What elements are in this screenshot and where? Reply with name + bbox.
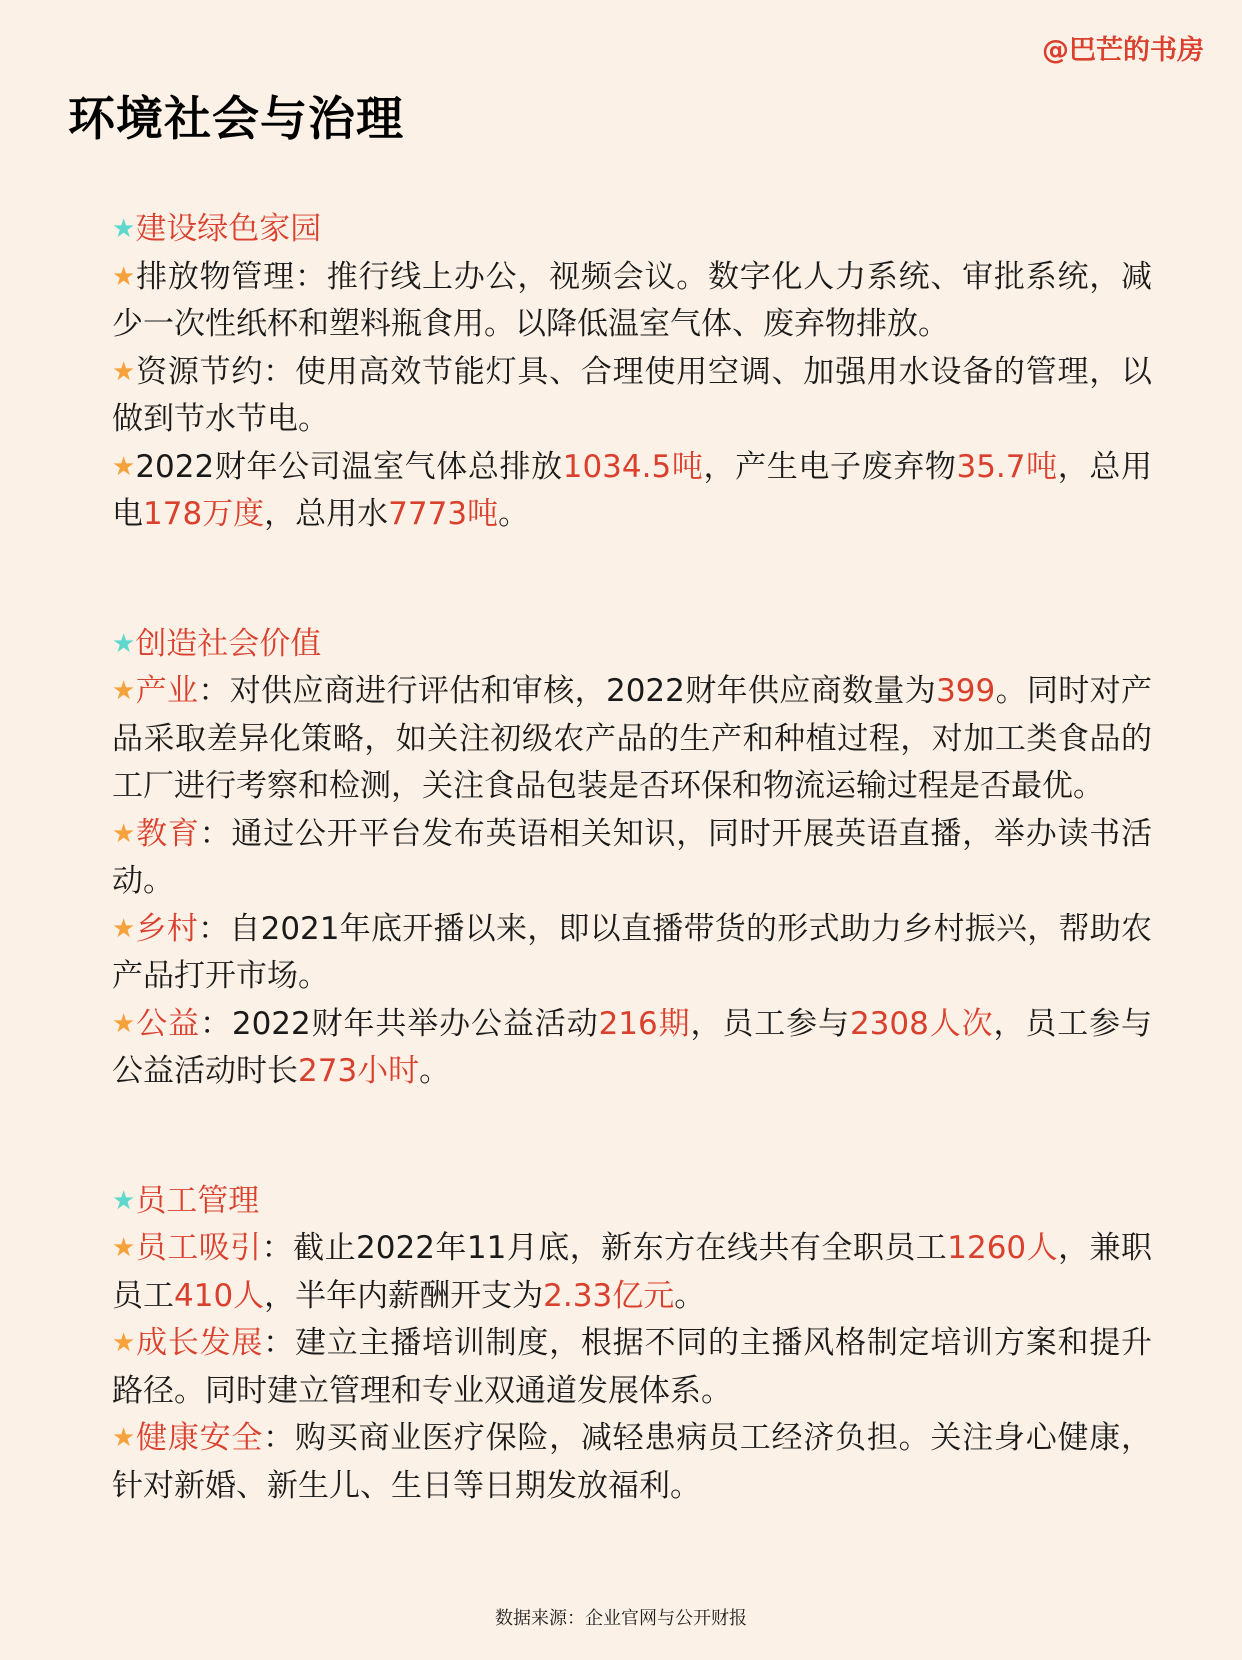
highlight-value: 273小时 — [298, 1053, 420, 1089]
item-text: 2022财年公司温室气体总排放 — [135, 448, 563, 485]
item-separator: ： — [263, 1420, 295, 1456]
star-icon: ★ — [112, 818, 136, 849]
star-icon: ★ — [112, 214, 136, 244]
section-green-home — [112, 206, 1152, 539]
item-separator: ： — [199, 815, 232, 852]
highlight-value: 2.33亿元 — [543, 1277, 675, 1314]
item-label: 健康安全 — [135, 1420, 264, 1456]
item-separator: ： — [261, 1230, 294, 1266]
item-label: 公益 — [135, 1005, 200, 1042]
item-separator: ： — [263, 353, 295, 390]
list-item — [112, 1001, 1152, 1096]
item-label: 产业 — [135, 673, 199, 709]
item-text: ，总用水 — [264, 496, 389, 532]
highlight-value: 178万度 — [143, 496, 265, 532]
highlight-value: 1260人 — [947, 1230, 1059, 1266]
item-text: 。 — [498, 496, 530, 532]
item-text: 购买商业医疗保险，减轻患病员工经济负担。关注身心健康，针对新婚、新生儿、生日等日期发放福利。 — [112, 1420, 1153, 1504]
star-icon: ★ — [112, 676, 136, 706]
star-icon: ★ — [112, 1008, 136, 1039]
highlight-value: 399 — [936, 673, 996, 709]
item-text: ，员工参与公益活动时长 — [112, 1005, 1153, 1089]
section-employee-management — [112, 1178, 1152, 1511]
star-icon: ★ — [112, 913, 136, 944]
item-text: 截止2022年11月底，新东方在线共有全职员工 — [293, 1230, 948, 1266]
section-heading — [112, 621, 1152, 669]
item-text: 通过公开平台发布英语相关知识，同时开展英语直播，举办读书活动。 — [112, 815, 1153, 899]
list-item — [112, 1320, 1152, 1415]
item-separator: ： — [199, 1005, 232, 1042]
list-item — [112, 1415, 1152, 1510]
section-heading — [112, 206, 1152, 254]
star-icon: ★ — [112, 628, 136, 659]
section-heading-text: 建设绿色家园 — [135, 211, 322, 247]
section-heading-text: 员工管理 — [135, 1182, 260, 1219]
item-text: 。 — [419, 1053, 451, 1089]
item-label: 排放物管理 — [135, 258, 295, 295]
item-text: ，兼职员工 — [112, 1230, 1153, 1314]
item-text: 对供应商进行评估和审核，2022财年供应商数量为 — [229, 673, 937, 709]
section-social-value — [112, 621, 1152, 1096]
highlight-value: 216期 — [598, 1005, 691, 1042]
content-body — [112, 206, 1152, 1510]
item-text: 自2021年底开播以来，即以直播带货的形式助力乡村振兴，帮助农产品打开市场。 — [112, 910, 1153, 994]
list-item — [112, 811, 1152, 906]
star-icon: ★ — [112, 261, 136, 292]
item-text: 建立主播培训制度，根据不同的主播风格制定培训方案和提升路径。同时建立管理和专业双通道发展体系。 — [112, 1325, 1153, 1409]
star-icon: ★ — [112, 1423, 136, 1453]
highlight-value: 2308人次 — [849, 1005, 994, 1042]
star-icon: ★ — [112, 356, 136, 387]
star-icon: ★ — [112, 1233, 136, 1263]
list-item — [112, 906, 1152, 1001]
item-text: ，员工参与 — [690, 1005, 850, 1042]
data-source-footer: 数据来源：企业官网与公开财报 — [495, 1608, 747, 1629]
item-separator: ： — [263, 1325, 295, 1361]
item-separator: ： — [294, 258, 327, 295]
item-separator: ： — [198, 910, 230, 947]
item-label: 成长发展 — [135, 1325, 264, 1361]
list-item — [112, 444, 1152, 539]
star-icon: ★ — [112, 1185, 136, 1216]
list-item — [112, 1225, 1152, 1320]
star-icon: ★ — [112, 1328, 136, 1358]
list-item — [112, 668, 1152, 811]
item-text: 。 — [674, 1277, 706, 1314]
item-separator: ： — [198, 673, 230, 709]
item-label: 教育 — [135, 815, 200, 852]
item-text: 推行线上办公，视频会议。数字化人力系统、审批系统，减少一次性纸杯和塑料瓶食用。以降低温室气体、废弃物排放。 — [112, 258, 1153, 342]
highlight-value: 1034.5吨 — [562, 448, 704, 485]
item-text: ，总用电 — [112, 448, 1153, 532]
item-label: 资源节约 — [135, 353, 264, 390]
item-text: 。同时对产品采取差异化策略，如关注初级农产品的生产和种植过程，对加工类食品的工厂进行考察和检测，关注食品包装是否环保和物流运输过程是否最优。 — [112, 673, 1153, 804]
page-title: 环境社会与治理 — [68, 92, 404, 147]
highlight-value: 410人 — [174, 1277, 265, 1314]
list-item — [112, 349, 1152, 444]
item-label: 乡村 — [135, 910, 199, 947]
section-heading-text: 创造社会价值 — [135, 625, 322, 662]
item-text: ，产生电子废弃物 — [703, 448, 957, 485]
item-text: 使用高效节能灯具、合理使用空调、加强用水设备的管理，以做到节水节电。 — [112, 353, 1153, 437]
section-heading — [112, 1178, 1152, 1226]
author-handle: @巴芒的书房 — [1042, 35, 1204, 66]
highlight-value: 7773吨 — [388, 496, 499, 532]
list-item — [112, 254, 1152, 349]
highlight-value: 35.7吨 — [956, 448, 1058, 485]
item-text: ，半年内薪酬开支为 — [264, 1277, 544, 1314]
star-icon: ★ — [112, 451, 136, 482]
item-label: 员工吸引 — [135, 1230, 262, 1266]
item-text: 2022财年共举办公益活动 — [231, 1005, 599, 1042]
